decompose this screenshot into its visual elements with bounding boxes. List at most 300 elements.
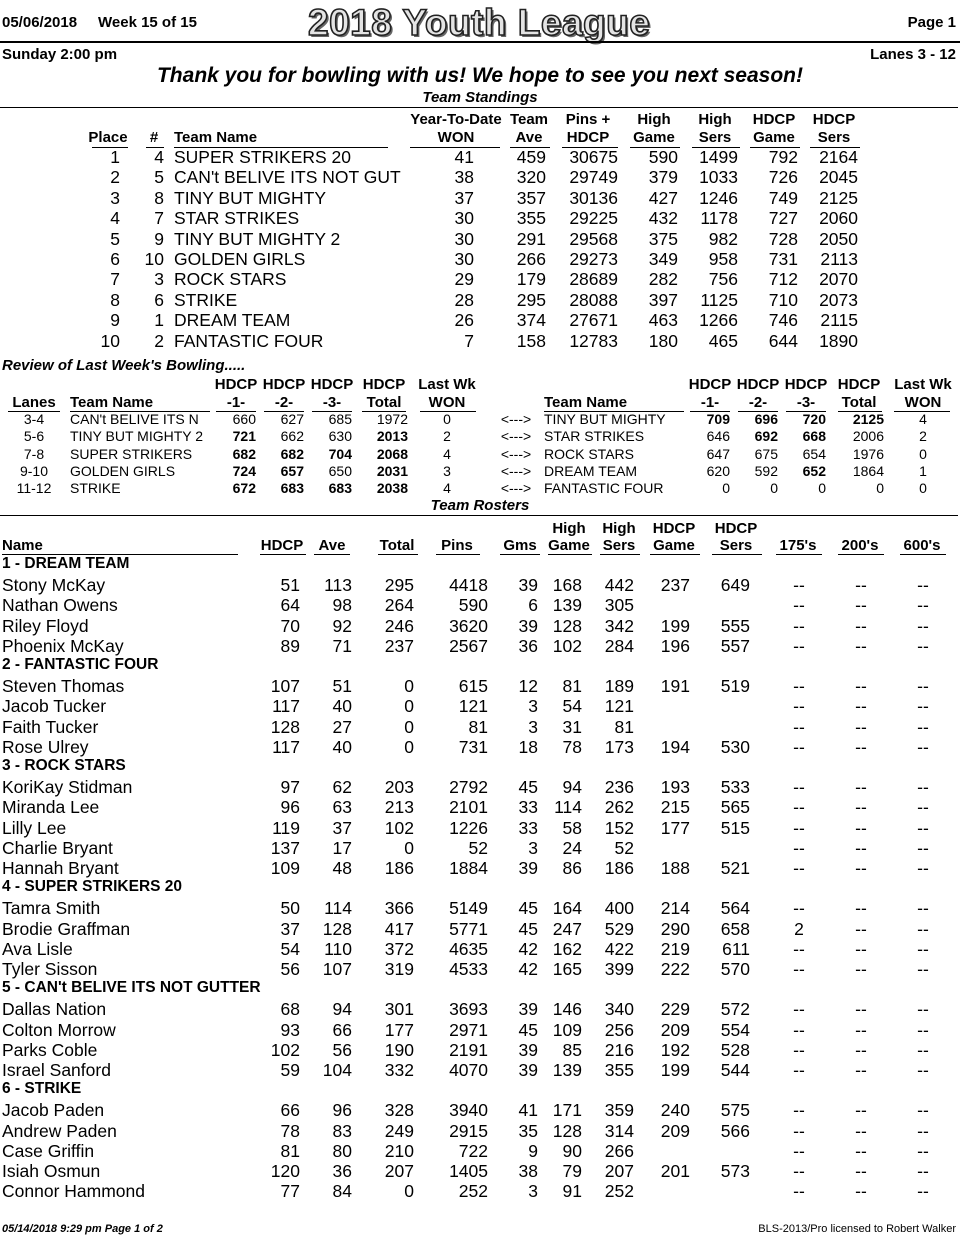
roster-count-175s: -- xyxy=(793,635,805,656)
team-roster-title: 4 - SUPER STRIKERS 20 xyxy=(2,878,183,896)
standings-team-name: TINY BUT MIGHTY xyxy=(174,187,327,208)
review-right-team: ROCK STARS xyxy=(544,445,634,462)
roster-hdcp-game: 229 xyxy=(660,999,690,1020)
roster-hdcp: 54 xyxy=(280,938,300,959)
roster-pins: 3620 xyxy=(449,615,488,636)
review-header-g3: -3- xyxy=(322,394,342,411)
roster-player-name: Riley Floyd xyxy=(2,615,89,636)
review-right-total: 1976 xyxy=(852,445,884,462)
review-left-won: 4 xyxy=(443,480,451,497)
roster-hdcp-game: 215 xyxy=(660,797,690,818)
roster-high-sers: 442 xyxy=(604,575,634,596)
roster-player-name: Steven Thomas xyxy=(2,676,125,697)
review-right-game: 0 xyxy=(770,480,778,497)
rosters-header-200s: 200's xyxy=(841,537,879,554)
versus-arrow: <---> xyxy=(500,445,532,462)
roster-gms: 3 xyxy=(528,837,538,858)
roster-high-sers: 121 xyxy=(604,696,634,717)
review-lanes: 11-12 xyxy=(16,480,52,497)
review-left-game: 662 xyxy=(280,428,304,445)
roster-pins: 4418 xyxy=(449,575,488,596)
roster-gms: 39 xyxy=(518,999,538,1020)
roster-player-name: Israel Sanford xyxy=(2,1060,111,1080)
roster-count-600s: -- xyxy=(917,777,929,798)
roster-count-175s: -- xyxy=(793,1039,805,1060)
rosters-header-name: Name xyxy=(2,537,43,554)
standings-team-ave: 295 xyxy=(516,289,546,310)
roster-hdcp-sers: 566 xyxy=(720,1120,750,1141)
roster-count-175s: -- xyxy=(793,716,805,737)
roster-total: 0 xyxy=(404,837,414,858)
rosters-header-underline xyxy=(436,554,480,555)
roster-high-sers: 207 xyxy=(604,1161,634,1181)
roster-count-175s: -- xyxy=(793,1019,805,1040)
roster-hdcp-sers: 544 xyxy=(720,1060,750,1080)
roster-high-sers: 529 xyxy=(604,918,634,939)
standings-won: 26 xyxy=(454,310,474,331)
rosters-header-ave: Ave xyxy=(318,537,346,554)
roster-hdcp: 107 xyxy=(270,676,300,697)
standings-rule xyxy=(0,107,958,108)
roster-player-name: Rose Ulrey xyxy=(2,736,89,757)
review-header-total: Total xyxy=(366,394,402,411)
roster-count-200s: -- xyxy=(855,1140,867,1161)
standings-header-place: Place xyxy=(88,129,128,146)
review-right-game: 620 xyxy=(706,462,730,479)
roster-hdcp-sers: 554 xyxy=(720,1019,750,1040)
versus-arrow: <---> xyxy=(500,462,532,479)
roster-pins: 731 xyxy=(458,736,488,757)
review-right-game: 668 xyxy=(802,428,826,445)
roster-hdcp: 70 xyxy=(280,615,300,636)
rosters-header-underline xyxy=(900,554,946,555)
roster-count-200s: -- xyxy=(855,858,867,878)
roster-total: 301 xyxy=(384,999,414,1020)
review-header-total: Total xyxy=(841,394,877,411)
review-right-game: 647 xyxy=(706,445,730,462)
roster-player-name: Colton Morrow xyxy=(2,1019,116,1040)
roster-high-sers: 52 xyxy=(614,837,634,858)
review-right-team: DREAM TEAM xyxy=(544,462,638,479)
team-roster-title: 1 - DREAM TEAM xyxy=(2,555,130,572)
roster-count-200s: -- xyxy=(855,696,867,717)
standings-header-hdcps_2: Sers xyxy=(817,129,851,146)
rosters-header-sers: Sers xyxy=(719,537,753,554)
standings-hdcp-game: 746 xyxy=(768,310,798,331)
roster-pins: 4635 xyxy=(449,938,488,959)
roster-count-200s: -- xyxy=(855,1120,867,1141)
roster-hdcp: 119 xyxy=(272,817,300,838)
roster-ave: 83 xyxy=(332,1120,352,1141)
review-left-won: 0 xyxy=(443,411,451,427)
roster-count-200s: -- xyxy=(855,837,867,858)
standings-team-ave: 158 xyxy=(516,330,546,351)
roster-count-200s: -- xyxy=(855,615,867,636)
roster-player-name: Faith Tucker xyxy=(2,716,99,737)
roster-total: 366 xyxy=(384,898,414,919)
roster-ave: 62 xyxy=(332,777,352,798)
rosters-header-game: Game xyxy=(548,537,590,554)
review-left-total: 2031 xyxy=(376,462,408,479)
standings-num: 10 xyxy=(144,249,164,269)
standings-team-name: STRIKE xyxy=(174,289,238,310)
roster-total: 328 xyxy=(384,1100,414,1121)
roster-high-game: 85 xyxy=(562,1039,582,1060)
roster-count-175s: -- xyxy=(793,1120,805,1141)
review-header-g1: -1- xyxy=(700,394,720,411)
roster-count-175s: -- xyxy=(793,858,805,878)
roster-count-175s: -- xyxy=(793,898,805,919)
roster-count-175s: -- xyxy=(793,797,805,818)
standings-hdcp-sers: 2045 xyxy=(819,167,858,188)
roster-hdcp-game: 201 xyxy=(660,1161,690,1181)
review-right-game: 720 xyxy=(802,411,826,427)
review-right-won: 2 xyxy=(919,428,927,445)
roster-player-name: Tamra Smith xyxy=(2,898,101,919)
standings-place: 8 xyxy=(110,289,120,310)
standings-won: 29 xyxy=(454,269,474,290)
standings-hdcp-sers: 2115 xyxy=(820,310,858,331)
review-right-game: 654 xyxy=(802,445,826,462)
roster-hdcp-sers: 533 xyxy=(720,777,750,798)
roster-count-600s: -- xyxy=(917,635,929,656)
standings-header-team_ave_2: Ave xyxy=(515,129,543,146)
roster-hdcp: 66 xyxy=(280,1100,300,1121)
roster-hdcp-game: 240 xyxy=(660,1100,690,1121)
standings-team-name: SUPER STRIKERS 20 xyxy=(174,147,351,167)
roster-count-175s: -- xyxy=(793,837,805,858)
standings-header-ytd_2: WON xyxy=(437,129,475,146)
standings-team-ave: 459 xyxy=(516,147,546,167)
roster-hdcp: 81 xyxy=(280,1140,300,1161)
roster-total: 0 xyxy=(404,1181,414,1202)
review-header-won: WON xyxy=(428,394,466,411)
roster-total: 102 xyxy=(384,817,414,838)
rosters-header-hdcp: HDCP xyxy=(714,520,758,537)
roster-count-200s: -- xyxy=(855,959,867,979)
standings-team-ave: 266 xyxy=(516,249,546,269)
roster-high-sers: 305 xyxy=(604,595,634,616)
roster-gms: 39 xyxy=(518,1060,538,1080)
roster-gms: 39 xyxy=(518,858,538,878)
roster-gms: 41 xyxy=(518,1100,538,1121)
standings-high-sers: 756 xyxy=(708,269,738,290)
rosters-header-underline xyxy=(838,554,884,555)
roster-high-game: 139 xyxy=(552,595,582,616)
roster-ave: 40 xyxy=(332,736,352,757)
roster-pins: 1884 xyxy=(449,858,488,878)
roster-pins: 590 xyxy=(458,595,488,616)
team-roster-title: 6 - STRIKE xyxy=(2,1080,82,1098)
roster-ave: 51 xyxy=(332,676,352,697)
review-right-total: 2006 xyxy=(852,428,884,445)
standings-high-game: 282 xyxy=(648,269,678,290)
roster-high-sers: 314 xyxy=(604,1120,634,1141)
roster-gms: 45 xyxy=(518,777,538,798)
roster-count-600s: -- xyxy=(917,696,929,717)
review-header-hdcp: HDCP xyxy=(736,376,780,393)
standings-high-sers: 1246 xyxy=(699,187,738,208)
roster-total: 319 xyxy=(384,959,414,979)
roster-hdcp: 137 xyxy=(270,837,300,858)
review-left-game: 685 xyxy=(328,411,352,427)
roster-pins: 5149 xyxy=(449,898,488,919)
standings-place: 1 xyxy=(110,147,120,167)
roster-pins: 2101 xyxy=(449,797,488,818)
roster-hdcp-game: 222 xyxy=(660,959,690,979)
roster-gms: 18 xyxy=(518,736,538,757)
review-header-hdcp: HDCP xyxy=(362,376,406,393)
review-right-team: STAR STRIKES xyxy=(544,428,645,445)
standings-team-ave: 291 xyxy=(516,228,546,249)
roster-count-600s: -- xyxy=(917,1140,929,1161)
roster-hdcp: 93 xyxy=(280,1019,300,1040)
review-left-game: 650 xyxy=(328,462,352,479)
review-right-game: 675 xyxy=(754,445,778,462)
roster-total: 295 xyxy=(384,575,414,596)
roster-count-200s: -- xyxy=(855,898,867,919)
roster-total: 0 xyxy=(404,696,414,717)
roster-hdcp: 78 xyxy=(280,1120,300,1141)
rosters-header-600s: 600's xyxy=(903,537,941,554)
roster-hdcp-sers: 555 xyxy=(720,615,750,636)
standings-header-pins_1: Pins + xyxy=(565,111,611,128)
standings-team-name: CAN't BELIVE ITS NOT GUT xyxy=(174,167,401,188)
roster-count-200s: -- xyxy=(855,575,867,596)
roster-ave: 37 xyxy=(332,817,352,838)
roster-high-sers: 399 xyxy=(604,959,634,979)
roster-high-game: 171 xyxy=(552,1100,582,1121)
review-header-team-name: Team Name xyxy=(70,394,154,411)
roster-high-sers: 189 xyxy=(604,676,634,697)
roster-player-name: Jacob Tucker xyxy=(2,696,107,717)
roster-player-name: Andrew Paden xyxy=(2,1120,117,1141)
rosters-header-high: High xyxy=(552,520,586,537)
rosters-header-underline xyxy=(500,554,540,555)
roster-high-sers: 262 xyxy=(604,797,634,818)
roster-hdcp-sers: 575 xyxy=(720,1100,750,1121)
roster-hdcp-sers: 611 xyxy=(722,938,750,959)
roster-pins: 5771 xyxy=(449,918,488,939)
standings-place: 10 xyxy=(100,330,120,351)
review-header-g2: -2- xyxy=(274,394,294,411)
roster-gms: 42 xyxy=(518,938,538,959)
report-date: 05/06/2018 xyxy=(2,14,78,31)
review-left-game: 683 xyxy=(280,480,304,497)
roster-gms: 36 xyxy=(518,635,538,656)
review-right-game: 652 xyxy=(802,462,826,479)
review-left-game: 683 xyxy=(328,480,352,497)
review-left-game: 630 xyxy=(328,428,352,445)
roster-high-game: 91 xyxy=(562,1181,582,1202)
rosters-header-underline xyxy=(712,554,762,555)
review-header-g2: -2- xyxy=(748,394,768,411)
review-right-team: TINY BUT MIGHTY xyxy=(544,411,666,427)
roster-player-name: Charlie Bryant xyxy=(2,837,113,858)
versus-arrow: <---> xyxy=(500,428,532,445)
standings-num: 1 xyxy=(154,310,164,331)
header-rule xyxy=(0,41,960,43)
roster-ave: 107 xyxy=(322,959,352,979)
roster-high-game: 247 xyxy=(552,918,582,939)
rosters-title: Team Rosters xyxy=(430,497,530,514)
rosters-header-175s: 175's xyxy=(779,537,817,554)
roster-count-600s: -- xyxy=(917,959,929,979)
roster-hdcp: 102 xyxy=(270,1039,300,1060)
roster-count-200s: -- xyxy=(855,1100,867,1121)
roster-hdcp: 89 xyxy=(280,635,300,656)
roster-count-200s: -- xyxy=(855,999,867,1020)
rosters-header-hdcp: HDCP xyxy=(652,520,696,537)
roster-high-game: 168 xyxy=(552,575,582,596)
review-right-won: 0 xyxy=(919,480,927,497)
license-text: BLS-2013/Pro licensed to Robert Walker xyxy=(758,1223,956,1235)
roster-player-name: Miranda Lee xyxy=(2,797,100,818)
review-right-won: 0 xyxy=(919,445,927,462)
roster-total: 372 xyxy=(384,938,414,959)
roster-count-200s: -- xyxy=(855,635,867,656)
review-left-won: 3 xyxy=(443,462,451,479)
roster-hdcp: 117 xyxy=(272,736,300,757)
standings-high-game: 463 xyxy=(648,310,678,331)
roster-ave: 84 xyxy=(332,1181,352,1202)
rosters-header-pins: Pins xyxy=(441,537,473,554)
roster-high-sers: 342 xyxy=(604,615,634,636)
roster-count-200s: -- xyxy=(855,1019,867,1040)
rosters-header-underline xyxy=(776,554,822,555)
review-lanes: 9-10 xyxy=(19,462,49,479)
standings-header-hs_1: High xyxy=(698,111,732,128)
team-roster-title: 5 - CAN't BELIVE ITS NOT GUTTER xyxy=(2,979,261,997)
review-left-total: 2013 xyxy=(376,428,408,445)
roster-hdcp: 97 xyxy=(280,777,300,798)
roster-count-175s: -- xyxy=(793,1161,805,1181)
roster-count-175s: -- xyxy=(793,959,805,979)
roster-ave: 80 xyxy=(332,1140,352,1161)
review-left-game: 657 xyxy=(280,462,304,479)
roster-ave: 63 xyxy=(332,797,352,818)
review-header-g1: -1- xyxy=(226,394,246,411)
roster-high-game: 58 xyxy=(562,817,582,838)
roster-count-200s: -- xyxy=(855,1060,867,1080)
review-right-game: 0 xyxy=(722,480,730,497)
review-left-won: 4 xyxy=(443,445,451,462)
standings-won: 30 xyxy=(454,249,474,269)
roster-pins: 2971 xyxy=(449,1019,488,1040)
standings-header-hg_2: Game xyxy=(633,129,675,146)
roster-hdcp-sers: 530 xyxy=(720,736,750,757)
rosters-header-game: Game xyxy=(653,537,695,554)
standings-high-sers: 1125 xyxy=(700,289,738,310)
standings-header-hdcpg_1: HDCP xyxy=(752,111,796,128)
versus-arrow: <---> xyxy=(500,480,532,497)
roster-count-175s: -- xyxy=(793,575,805,596)
roster-count-175s: -- xyxy=(793,595,805,616)
roster-ave: 96 xyxy=(332,1100,352,1121)
roster-pins: 615 xyxy=(458,676,488,697)
standings-place: 7 xyxy=(110,269,120,290)
roster-high-sers: 81 xyxy=(614,716,634,737)
review-left-game: 724 xyxy=(232,462,256,479)
standings-won: 30 xyxy=(454,228,474,249)
standings-high-game: 427 xyxy=(648,187,678,208)
review-header-hdcp: HDCP xyxy=(784,376,828,393)
roster-count-175s: -- xyxy=(793,1181,805,1202)
roster-count-200s: -- xyxy=(855,1039,867,1060)
review-right-game: 692 xyxy=(754,428,778,445)
standings-num: 9 xyxy=(154,228,164,249)
roster-hdcp: 96 xyxy=(280,797,300,818)
standings-hdcp-game: 728 xyxy=(768,228,798,249)
standings-won: 37 xyxy=(454,187,474,208)
standings-team-ave: 179 xyxy=(516,269,546,290)
roster-hdcp-game: 290 xyxy=(660,918,690,939)
rosters-header-total: Total xyxy=(379,537,415,554)
roster-count-600s: -- xyxy=(917,615,929,636)
standings-header-hdcps_1: HDCP xyxy=(812,111,856,128)
standings-header-hg_1: High xyxy=(637,111,671,128)
roster-ave: 104 xyxy=(322,1060,352,1080)
roster-hdcp: 50 xyxy=(280,898,300,919)
roster-count-600s: -- xyxy=(917,1100,929,1121)
roster-count-200s: -- xyxy=(855,918,867,939)
standings-pins-hdcp: 29273 xyxy=(569,249,618,269)
standings-hdcp-game: 749 xyxy=(768,187,798,208)
review-right-total: 2125 xyxy=(852,411,884,427)
review-right-total: 0 xyxy=(876,480,884,497)
standings-high-sers: 1499 xyxy=(699,147,738,167)
roster-count-200s: -- xyxy=(855,736,867,757)
roster-gms: 39 xyxy=(518,575,538,596)
standings-header-team_ave_1: Team xyxy=(509,111,549,128)
review-right-won: 1 xyxy=(919,462,927,479)
roster-count-175s: -- xyxy=(793,1060,805,1080)
roster-ave: 48 xyxy=(332,858,352,878)
standings-pins-hdcp: 29749 xyxy=(569,167,618,188)
roster-high-sers: 284 xyxy=(604,635,634,656)
standings-num: 8 xyxy=(154,187,164,208)
roster-high-sers: 340 xyxy=(604,999,634,1020)
roster-high-sers: 422 xyxy=(604,938,634,959)
standings-num: 3 xyxy=(154,269,164,290)
roster-ave: 27 xyxy=(332,716,352,737)
roster-ave: 113 xyxy=(324,575,352,596)
roster-player-name: Dallas Nation xyxy=(2,999,107,1020)
roster-player-name: Isiah Osmun xyxy=(2,1161,101,1181)
roster-hdcp-sers: 565 xyxy=(720,797,750,818)
roster-player-name: Parks Coble xyxy=(2,1039,98,1060)
roster-hdcp: 120 xyxy=(270,1161,300,1181)
standings-place: 6 xyxy=(110,249,120,269)
review-left-team: SUPER STRIKERS xyxy=(70,445,193,462)
roster-hdcp-sers: 572 xyxy=(720,999,750,1020)
roster-hdcp-game: 194 xyxy=(660,736,690,757)
standings-hdcp-game: 644 xyxy=(768,330,798,351)
roster-count-600s: -- xyxy=(917,1120,929,1141)
standings-header-team_name: Team Name xyxy=(174,129,258,146)
standings-place: 4 xyxy=(110,208,120,229)
standings-pins-hdcp: 29225 xyxy=(569,208,618,229)
roster-count-600s: -- xyxy=(917,1161,929,1181)
standings-high-sers: 1178 xyxy=(700,208,738,229)
roster-hdcp: 117 xyxy=(272,696,300,717)
rosters-header-underline xyxy=(650,554,700,555)
roster-high-game: 90 xyxy=(562,1140,582,1161)
roster-high-game: 128 xyxy=(552,1120,582,1141)
roster-hdcp-sers: 521 xyxy=(720,858,750,878)
standings-header-pins_2: HDCP xyxy=(566,129,610,146)
roster-high-game: 54 xyxy=(562,696,582,717)
